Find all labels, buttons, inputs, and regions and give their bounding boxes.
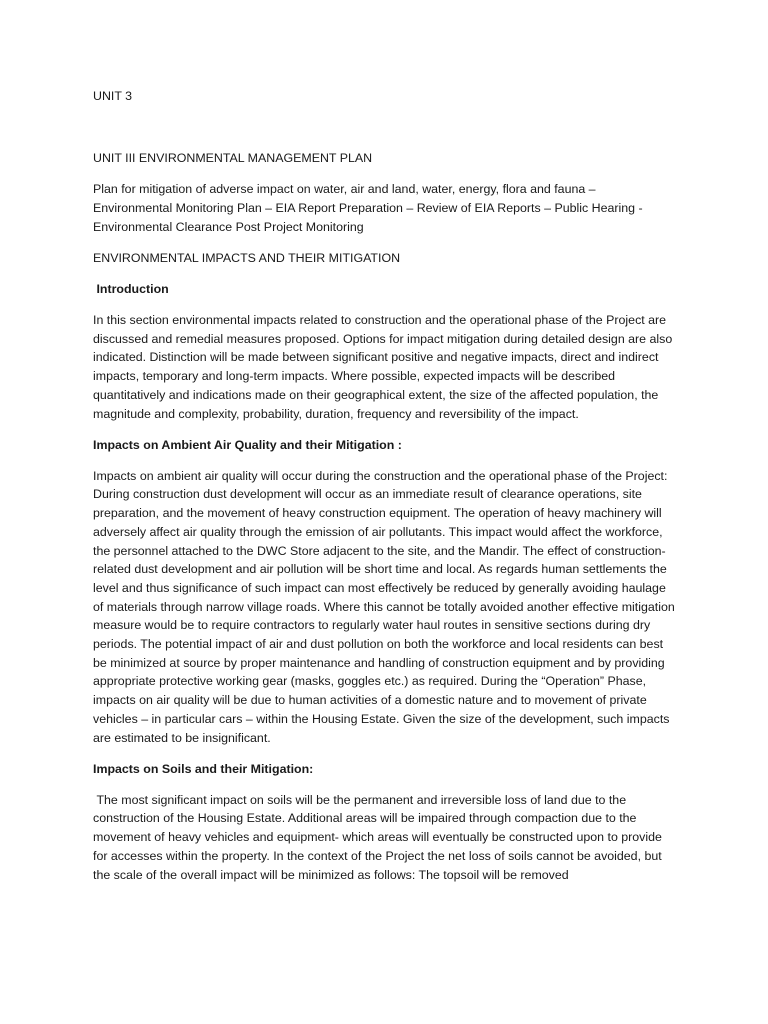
air-quality-heading: Impacts on Ambient Air Quality and their Mitigation : (93, 437, 402, 452)
introduction-paragraph: In this section environmental impacts related to construction and the operational phase of the Project are discussed and remedial measures proposed. Options for impact mitigation during detailed design are also indicated. Distinction will be made between significant positive and negative impacts, direct and indirect impacts, temporary and long-term impacts. Where possible, expected impacts will be described quantitatively and indications made on their geographical extent, the size of the affected population, the magnitude and complexity, probability, duration, frequency and reversibility of the impact. (93, 312, 673, 421)
air-quality-paragraph: Impacts on ambient air quality will occur during the construction and the operational phase of the Project: During construction dust development will occur as an immediate result of clearance operations, site preparation, and the movement of heavy construction equipment. The operation of heavy machinery will adversely affect air quality through the emission of air pollutants. This impact would affect the workforce, the personnel attached to the DWC Store adjacent to the site, and the Mandir. The effect of construction-related dust development and air pollution will be short time and local. As regards human settlements the level and thus significance of such impact can most effectively be reduced by generally avoiding haulage of materials through narrow village roads. Where this cannot be totally avoided another effective mitigation measure would be to require contractors to regularly water haul routes in sensitive sections during dry periods. The potential impact of air and dust pollution on both the workforce and local residents can best be minimized at source by proper maintenance and handling of construction equipment and by providing appropriate protective working gear (masks, goggles etc.) as required. During the “Operation” Phase, impacts on air quality will be due to human activities of a domestic nature and to movement of private vehicles – in particular cars – within the Housing Estate. Given the size of the development, such impacts are estimated to be insignificant. (93, 468, 675, 745)
introduction-heading: Introduction (93, 281, 169, 296)
unit-title: UNIT III ENVIRONMENTAL MANAGEMENT PLAN (93, 151, 373, 166)
section-heading: ENVIRONMENTAL IMPACTS AND THEIR MITIGATION (93, 250, 401, 265)
soils-paragraph: The most significant impact on soils will be the permanent and irreversible loss of land due to the construction of the Housing Estate. Additional areas will be impaired through compaction due to the movement of heavy vehicles and equipment- which areas will eventually be constructed upon to provide for accesses within the property. In the context of the Project the net loss of soils cannot be avoided, but the scale of the overall impact will be minimized as follows: The topsoil will be removed (93, 792, 666, 882)
soils-heading: Impacts on Soils and their Mitigation: (93, 761, 314, 776)
unit-label: UNIT 3 (93, 89, 133, 103)
syllabus-paragraph: Plan for mitigation of adverse impact on water, air and land, water, energy, flora and fauna – Environmental Monitoring Plan – EIA Report Preparation – Review of EIA Reports – Public Hearing - Environmental Clearance Post Project Monitoring (93, 182, 643, 234)
